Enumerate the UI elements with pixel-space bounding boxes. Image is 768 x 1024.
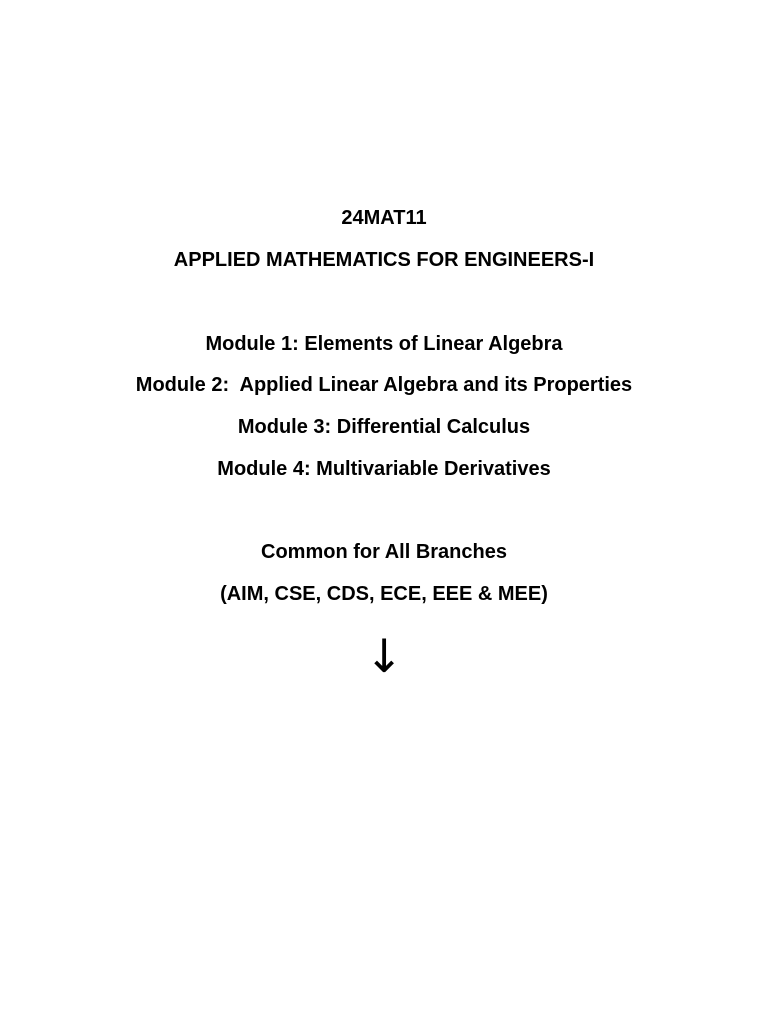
course-title: APPLIED MATHEMATICS FOR ENGINEERS-I	[173, 249, 595, 271]
module-item-1: Module 1: Elements of Linear Algebra	[205, 333, 563, 355]
module-item-4: Module 4: Multivariable Derivatives	[217, 458, 551, 480]
course-code: 24MAT11	[341, 207, 427, 229]
down-arrow-icon: ↓	[364, 629, 404, 683]
common-note: Common for All Branches	[261, 541, 507, 563]
branches-list: (AIM, CSE, CDS, ECE, EEE & MEE)	[220, 583, 548, 605]
module-item-3: Module 3: Differential Calculus	[237, 416, 531, 438]
module-item-2: Module 2: Applied Linear Algebra and its Properties	[135, 374, 633, 396]
